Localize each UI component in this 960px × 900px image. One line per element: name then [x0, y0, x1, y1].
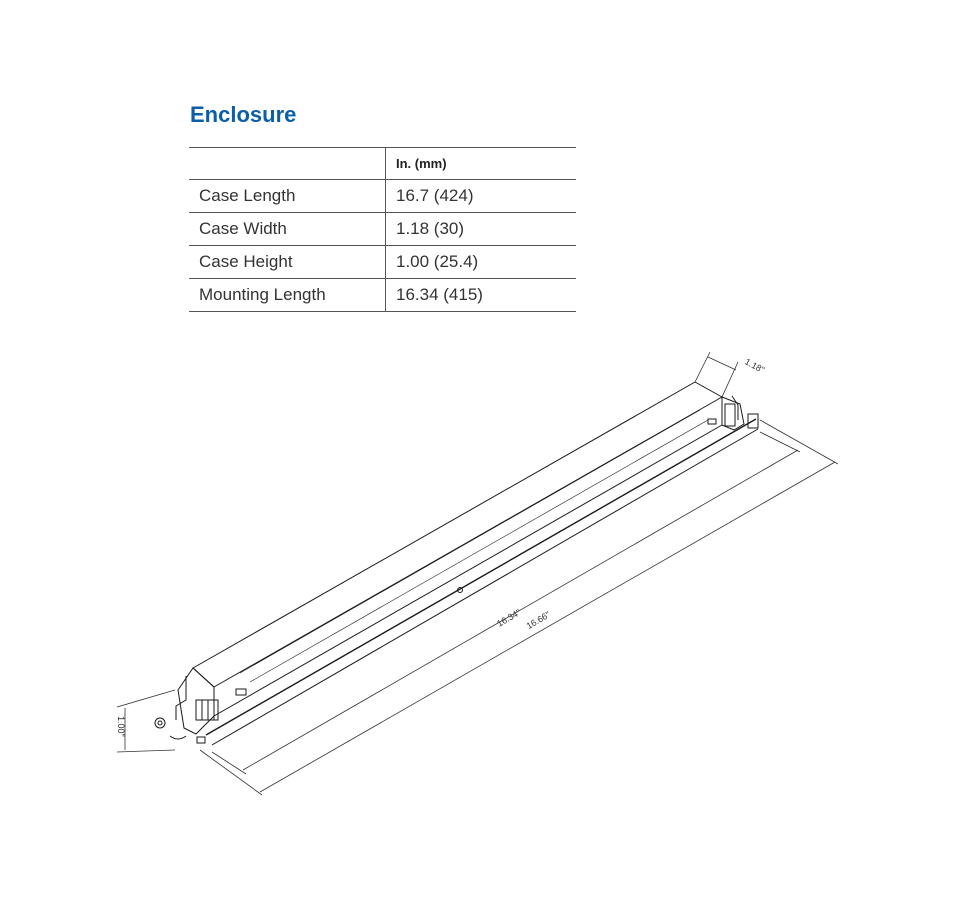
- dimension-lines: [117, 352, 838, 795]
- row-value: 16.7 (424): [386, 180, 577, 213]
- dimension-height-label: 1.00": [116, 716, 126, 737]
- row-label: Mounting Length: [189, 279, 386, 312]
- row-value: 1.18 (30): [386, 213, 577, 246]
- dimension-length-label: 16.66": [524, 609, 552, 631]
- row-label: Case Height: [189, 246, 386, 279]
- row-label: Case Width: [189, 213, 386, 246]
- ballast-body: [155, 382, 758, 745]
- row-value: 16.34 (415): [386, 279, 577, 312]
- section-title: Enclosure: [190, 102, 297, 127]
- row-value: 1.00 (25.4): [386, 246, 577, 279]
- dimension-width-label: 1.18": [743, 356, 767, 376]
- row-label: Case Length: [189, 180, 386, 213]
- header-cell-units: In. (mm): [386, 148, 577, 180]
- dimension-mounting-label: 16.34": [495, 607, 523, 629]
